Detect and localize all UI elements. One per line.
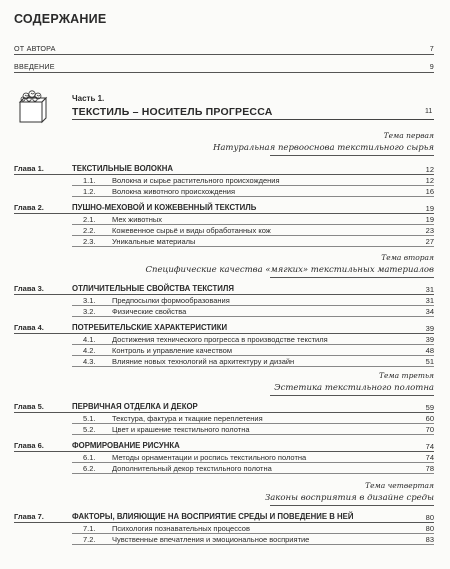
chapter-page: 59 bbox=[425, 403, 434, 412]
section-title: Волокна и сырье растительного происхождения bbox=[112, 176, 280, 185]
section-title: Дополнительный декор текстильного полотна bbox=[112, 464, 272, 473]
contents-heading: СОДЕРЖАНИЕ bbox=[14, 12, 107, 26]
chapter-title: ФОРМИРОВАНИЕ РИСУНКА bbox=[72, 441, 180, 450]
section-number: 3.1. bbox=[83, 296, 96, 305]
section-number: 6.2. bbox=[83, 464, 96, 473]
section-page: 16 bbox=[425, 187, 434, 196]
theme-label: Тема четвертая bbox=[365, 481, 434, 490]
front-entry-title: ОТ АВТОРА bbox=[14, 44, 56, 53]
section-title: Достижения технического прогресса в производстве текстиля bbox=[112, 335, 328, 344]
section-number: 6.1. bbox=[83, 453, 96, 462]
section-page: 27 bbox=[425, 237, 434, 246]
divider bbox=[72, 355, 434, 356]
section-title: Предпосылки формообразования bbox=[112, 296, 230, 305]
chapter-label: Глава 5. bbox=[14, 402, 44, 411]
chapter-page: 39 bbox=[425, 324, 434, 333]
section-title: Методы орнаментации и роспись текстильного полотна bbox=[112, 453, 307, 462]
section-number: 5.1. bbox=[83, 414, 96, 423]
part-label: Часть 1. bbox=[72, 94, 105, 103]
front-entry-title: ВВЕДЕНИЕ bbox=[14, 62, 55, 71]
divider bbox=[14, 522, 434, 523]
section-title: Мех животных bbox=[112, 215, 163, 224]
section-number: 7.1. bbox=[83, 524, 96, 533]
section-number: 1.2. bbox=[83, 187, 96, 196]
section-page: 19 bbox=[425, 215, 434, 224]
divider bbox=[14, 412, 434, 413]
divider bbox=[14, 174, 434, 175]
chapter-title: ФАКТОРЫ, ВЛИЯЮЩИЕ НА ВОСПРИЯТИЕ СРЕДЫ И ПОВЕДЕНИЕ В НЕЙ bbox=[72, 512, 354, 521]
chapter-label: Глава 1. bbox=[14, 164, 44, 173]
section-page: 34 bbox=[425, 307, 434, 316]
divider bbox=[14, 54, 434, 55]
divider bbox=[72, 196, 434, 197]
chapter-title: ПУШНО-МЕХОВОЙ И КОЖЕВЕННЫЙ ТЕКСТИЛЬ bbox=[72, 203, 257, 212]
divider bbox=[270, 505, 434, 506]
section-title: Контроль и управление качеством bbox=[112, 346, 232, 355]
divider bbox=[72, 224, 434, 225]
section-title: Психология познавательных процессов bbox=[112, 524, 250, 533]
section-number: 4.2. bbox=[83, 346, 96, 355]
yarn-box-icon bbox=[14, 88, 50, 124]
section-number: 2.1. bbox=[83, 215, 96, 224]
chapter-page: 80 bbox=[425, 513, 434, 522]
theme-title: Законы восприятия в дизайне среды bbox=[264, 493, 434, 503]
divider bbox=[72, 119, 434, 120]
divider bbox=[72, 366, 434, 367]
chapter-page: 19 bbox=[425, 204, 434, 213]
divider bbox=[14, 451, 434, 452]
section-number: 5.2. bbox=[83, 425, 96, 434]
divider bbox=[270, 395, 434, 396]
section-page: 39 bbox=[425, 335, 434, 344]
front-entry-page: 7 bbox=[429, 44, 434, 53]
theme-title: Натуральная первооснова текстильного сырья bbox=[212, 143, 434, 153]
part-title: ТЕКСТИЛЬ – НОСИТЕЛЬ ПРОГРЕССА bbox=[72, 106, 273, 118]
section-page: 80 bbox=[425, 524, 434, 533]
section-number: 2.2. bbox=[83, 226, 96, 235]
theme-label: Тема вторая bbox=[381, 253, 434, 262]
divider bbox=[14, 72, 434, 73]
section-title: Уникальные материалы bbox=[112, 237, 196, 246]
divider bbox=[72, 473, 434, 474]
section-title: Кожевенное сырьё и виды обработанных кож bbox=[112, 226, 271, 235]
section-title: Влияние новых технологий на архитектуру и дизайн bbox=[112, 357, 295, 366]
divider bbox=[72, 305, 434, 306]
section-page: 12 bbox=[425, 176, 434, 185]
section-title: Текстура, фактура и ткацкие переплетения bbox=[112, 414, 263, 423]
theme-title: Специфические качества «мягких» текстильных материалов bbox=[145, 265, 434, 275]
divider bbox=[72, 185, 434, 186]
divider bbox=[270, 155, 434, 156]
section-title: Волокна животного происхождения bbox=[112, 187, 236, 196]
divider bbox=[72, 462, 434, 463]
section-page: 78 bbox=[425, 464, 434, 473]
section-number: 4.3. bbox=[83, 357, 96, 366]
section-page: 74 bbox=[425, 453, 434, 462]
divider bbox=[14, 333, 434, 334]
divider bbox=[14, 213, 434, 214]
chapter-label: Глава 7. bbox=[14, 512, 44, 521]
divider bbox=[72, 423, 434, 424]
chapter-title: ОТЛИЧИТЕЛЬНЫЕ СВОЙСТВА ТЕКСТИЛЯ bbox=[72, 284, 234, 293]
chapter-label: Глава 6. bbox=[14, 441, 44, 450]
section-page: 83 bbox=[425, 535, 434, 544]
chapter-page: 74 bbox=[425, 442, 434, 451]
divider bbox=[72, 344, 434, 345]
section-number: 1.1. bbox=[83, 176, 96, 185]
section-number: 3.2. bbox=[83, 307, 96, 316]
section-page: 60 bbox=[425, 414, 434, 423]
divider bbox=[14, 294, 434, 295]
divider bbox=[72, 316, 434, 317]
chapter-label: Глава 2. bbox=[14, 203, 44, 212]
section-page: 48 bbox=[425, 346, 434, 355]
chapter-page: 31 bbox=[425, 285, 434, 294]
divider bbox=[72, 544, 434, 545]
divider bbox=[72, 246, 434, 247]
divider bbox=[270, 277, 434, 278]
section-page: 31 bbox=[425, 296, 434, 305]
section-number: 2.3. bbox=[83, 237, 96, 246]
chapter-page: 12 bbox=[425, 165, 434, 174]
divider bbox=[72, 235, 434, 236]
divider bbox=[72, 434, 434, 435]
chapter-label: Глава 3. bbox=[14, 284, 44, 293]
section-page: 70 bbox=[425, 425, 434, 434]
chapter-label: Глава 4. bbox=[14, 323, 44, 332]
divider bbox=[72, 533, 434, 534]
theme-title: Эстетика текстильного полотна bbox=[274, 383, 434, 393]
section-page: 51 bbox=[425, 357, 434, 366]
chapter-title: ПОТРЕБИТЕЛЬСКИЕ ХАРАКТЕРИСТИКИ bbox=[72, 323, 228, 332]
chapter-title: ПЕРВИЧНАЯ ОТДЕЛКА И ДЕКОР bbox=[72, 402, 198, 411]
section-title: Цвет и крашение текстильного полотна bbox=[112, 425, 250, 434]
front-entry-page: 9 bbox=[429, 62, 434, 71]
chapter-title: ТЕКСТИЛЬНЫЕ ВОЛОКНА bbox=[72, 164, 173, 173]
section-title: Чувственные впечатления и эмоциональное восприятие bbox=[112, 535, 310, 544]
theme-label: Тема первая bbox=[383, 131, 434, 140]
section-title: Физические свойства bbox=[112, 307, 187, 316]
section-number: 7.2. bbox=[83, 535, 96, 544]
part-page: 11 bbox=[425, 108, 433, 115]
theme-label: Тема третья bbox=[378, 371, 434, 380]
section-page: 23 bbox=[425, 226, 434, 235]
section-number: 4.1. bbox=[83, 335, 96, 344]
